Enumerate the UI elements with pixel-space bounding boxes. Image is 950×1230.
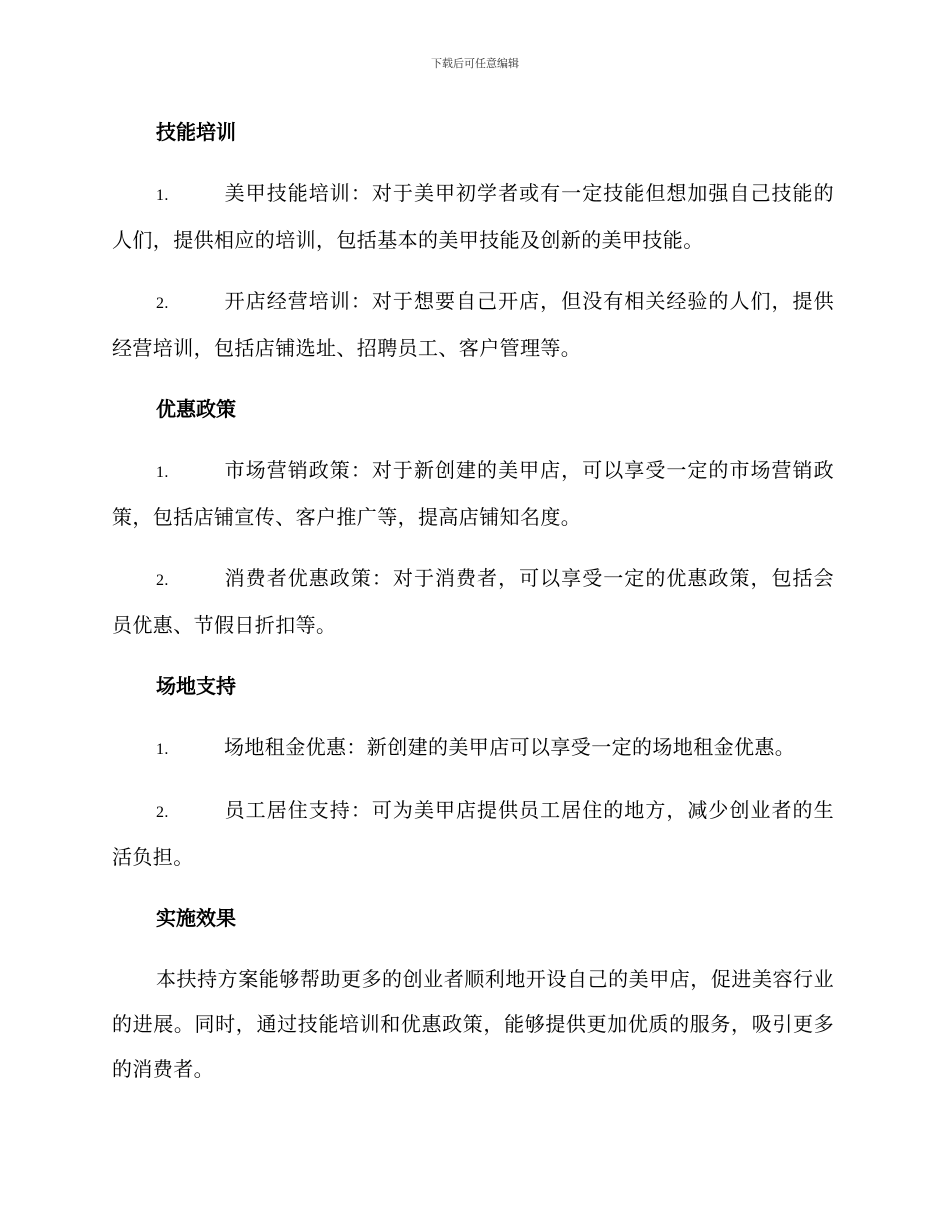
list-item (112, 171, 834, 263)
section-heading-venue: 场地支持 (156, 674, 236, 698)
list-text: 开店经营培训：对于想要自己开店，但没有相关经验的人们，提供经营培训，包括店铺选址、招聘员工、客户管理等。 (112, 289, 834, 360)
list-text: 消费者优惠政策：对于消费者，可以享受一定的优惠政策，包括会员优惠、节假日折扣等。 (112, 566, 834, 637)
section-heading-policies: 优惠政策 (156, 397, 236, 421)
list-number: 2. (156, 804, 169, 821)
list-text: 场地租金优惠：新创建的美甲店可以享受一定的场地租金优惠。 (224, 735, 796, 759)
page-header: 下载后可任意编辑 (431, 57, 519, 70)
list-number: 2. (156, 572, 169, 589)
list-text: 市场营销政策：对于新创建的美甲店，可以享受一定的市场营销政策，包括店铺宣传、客户推广等，提高店铺知名度。 (112, 458, 834, 529)
document-body (112, 110, 834, 1108)
list-number: 1. (156, 741, 169, 758)
list-text: 员工居住支持：可为美甲店提供员工居住的地方，减少创业者的生活负担。 (112, 798, 834, 869)
list-number: 1. (156, 464, 169, 481)
section-heading-skills: 技能培训 (156, 120, 236, 144)
list-item (112, 725, 834, 772)
list-number: 2. (156, 295, 169, 312)
list-item (112, 788, 834, 880)
list-number: 1. (156, 187, 169, 204)
list-item (112, 448, 834, 540)
list-item (112, 556, 834, 648)
section-heading-effects: 实施效果 (156, 906, 236, 930)
list-item (112, 279, 834, 371)
effects-paragraph: 本扶持方案能够帮助更多的创业者顺利地开设自己的美甲店，促进美容行业的进展。同时，通过技能培训和优惠政策，能够提供更加优质的服务，吸引更多的消费者。 (112, 967, 834, 1081)
list-text: 美甲技能培训：对于美甲初学者或有一定技能但想加强自己技能的人们，提供相应的培训，包括基本的美甲技能及创新的美甲技能。 (112, 181, 834, 252)
